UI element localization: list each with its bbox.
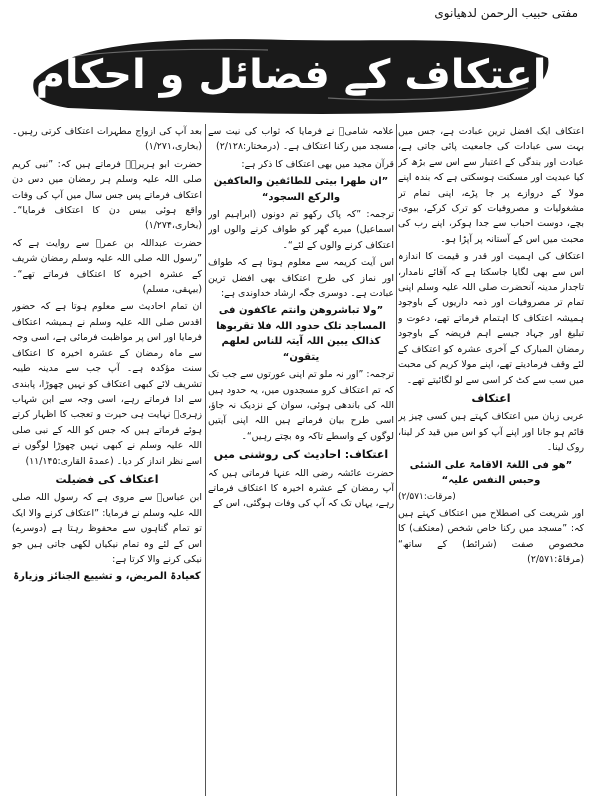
paragraph: ان تمام احادیث سے معلوم ہوتا ہے کہ حضور اقدس صلی اللہ علیہ وسلم نے ہمیشہ اعتکاف فرمایا اور اس پر مواظبت فرمائی ہے، اسی وجہ سے ماہ رمضان کے عشرہ اخیرہ کا اعتکاف سنت مؤکدہ ہے۔ آپ جب سے مدینہ طیبہ تشریف لائے کبھی اعتکاف کو نہیں چھوڑا، پابندی سے ادا فرماتے رہے، اسی وجہ سے ابن شہاب زہریؒ نہایت ہی حیرت و تعجب کا اظہار کرتے ہوئے فرماتے ہیں کہ جس کو اللہ کے نبی صلی اللہ علیہ وسلم نے کبھی نہیں چھوڑا لوگوں نے اسے نظر انداز کر دیا۔ (عمدۃ القاری:۱۱/۱۴۵): [12, 301, 202, 467]
arabic-quote: ”ولا تباشروھن وانتم عاکفون فی المساجد تلک حدود اللہ فلا تقربوھا کذالک یبین اللہ آیتہ للناس لعلھم یتقون“: [216, 305, 386, 363]
paragraph: ترجمہ: ”کہ پاک رکھو تم دونوں (ابراہیم اور اسماعیل) میرے گھر کو طواف کرنے والوں اور اعتکاف کرنے والوں کے لئے“۔: [208, 209, 394, 251]
section-heading: اعتکاف کی فضیلت: [55, 472, 159, 486]
paragraph: اس آیت کریمہ سے معلوم ہوتا ہے کہ طواف اور نماز کی طرح اعتکاف بھی افضل ترین عبادت ہے۔ دوسری جگہ ارشاد خداوندی ہے:: [208, 257, 394, 300]
column-middle: [208, 124, 394, 800]
column-divider: [396, 124, 397, 796]
column-left: [12, 124, 202, 800]
arabic-quote: کعیادۃ المریض، و تشییع الجنائز وزیارۃ: [13, 571, 201, 583]
paragraph: حضرت عائشہ رضی اللہ عنہا فرماتی ہیں کہ آپ رمضان کے عشرہ اخیرہ کا اعتکاف فرماتے رہے، یہاں تک کہ آپ کی وفات ہوگئی، اس کے: [208, 467, 394, 510]
title-banner: [28, 28, 554, 118]
column-divider: [205, 124, 206, 796]
page-title: اعتکاف کے فضائل و احکام: [35, 52, 547, 98]
paragraph: ابن عباسؓ سے مروی ہے کہ رسول اللہ صلی اللہ علیہ وسلم نے فرمایا: ”اعتکاف کرنے والا ایک تو تمام گناہوں سے محفوظ رہتا ہے (دوسرے) اس کے لئے وہ تمام نیکیاں لکھی جاتی ہیں جو نیکی کرنے والا کرتا ہے:: [12, 492, 202, 565]
paragraph: قرآن مجید میں بھی اعتکاف کا ذکر ہے:: [241, 158, 394, 170]
brush-stroke-title: [28, 28, 554, 118]
paragraph: بعد آپ کی ازواج مطہرات اعتکاف کرتی رہیں۔ (بخاری،۱/۲۷۱): [12, 126, 202, 153]
section-heading: اعتکاف: [471, 391, 511, 405]
arabic-quote: ”ھو فی اللغۃ الاقامۃ علی الشئی وحبس النفس علیہ“: [409, 459, 573, 486]
paragraph: اعتکاف کی اہمیت اور قدر و قیمت کا اندازہ اس سے بھی لگایا جاسکتا ہے کہ آقائے نامدار، تاجدار مدینہ آنحضرت صلی اللہ علیہ وسلم اپنی تمام تر مصروفیات اور ذمہ داریوں کے باوجود ہمیشہ اعتکاف کا اہتمام فرماتے تھے، دعوت و تبلیغ اور جہاد جیسے اہم فریضہ کے باوجود رمضان المبارک کے آخری عشرہ کو اعتکاف کے لئے وقف فرمادیتے تھے، اپنے مولا کریم کی محبت میں سب سے کٹ کر اسی سے لو لگائیتے تھے۔: [398, 251, 584, 386]
paragraph: علامہ شامیؒ نے فرمایا کہ ثواب کی نیت سے مسجد میں رکنا اعتکاف ہے۔ (درمختار:۲/۱۲۸): [208, 126, 394, 153]
paragraph: اعتکاف ایک افضل ترین عبادت ہے، جس میں بہت سی عبادات کی جامعیت پائی جاتی ہے، عبادت اور بندگی کے اعتبار سے اس سے بڑھ کر کیا عبدیت اور مسکنت ہوسکتی ہے کہ بندہ اپنے مولا کے دروازے پر جا پڑے، اپنی تمام تر مشغولیات و مصروفیات کو ترک کرکے، بیوی، بچے، دوست احباب سے جدا ہوکر، اپنے رب کی محبت میں اس کے آستانہ پر آپڑا ہو۔: [398, 126, 584, 245]
section-heading: اعتکاف: احادیث کی روشنی میں: [213, 448, 389, 462]
author-name: مفتی حبیب الرحمن لدھیانوی: [434, 6, 578, 20]
paragraph: حضرت ابو ہریرہؓ فرماتے ہیں کہ: ”نبی کریم صلی اللہ علیہ وسلم ہر رمضان میں دس دن اعتکاف فرماتے پس جس سال میں آپ کی وفات واقع ہوئی بیس دن کا اعتکاف فرمایا“۔ (بخاری،۱/۲۷۴): [12, 158, 202, 232]
arabic-quote: ”ان طھرا بیتی للطائفین والعاکفین والرکع السجود“: [213, 176, 389, 203]
paragraph: عربی زبان میں اعتکاف کہتے ہیں کسی چیز پر قائم ہو جانا اور اپنے آپ کو اس میں قید کر لینا، روک لینا۔: [398, 411, 584, 454]
paragraph: ترجمہ: ”اور نہ ملو تم اپنی عورتوں سے جب تک کہ تم اعتکاف کرو مسجدوں میں، یہ حدود ہیں اللہ کی باندھی ہوئی، سوان کے نزدیک نہ جاؤ، اسی طرح بیان فرماتے ہیں اللہ اپنی آیتیں لوگوں کے واسطے تاکہ وہ بچتے رہیں“۔: [208, 369, 394, 442]
paragraph: حضرت عبداللہ بن عمرؓ سے روایت ہے کہ ”رسول اللہ صلی اللہ علیہ وسلم رمضان شریف کے عشرہ اخیرہ کا اعتکاف فرماتے تھے“۔ (بیہقی، مسلم): [12, 237, 202, 296]
reference: (مرقات:۲/۵۷۱): [398, 492, 456, 503]
column-right: [398, 124, 584, 800]
paragraph: اور شریعت کی اصطلاح میں اعتکاف کہتے ہیں کہ: ”مسجد میں رکنا خاص شخص (معتکف) کا مخصوص صفت (شرائط) کے ساتھ“ (مرقاۃ:۲/۵۷۱): [398, 507, 584, 565]
